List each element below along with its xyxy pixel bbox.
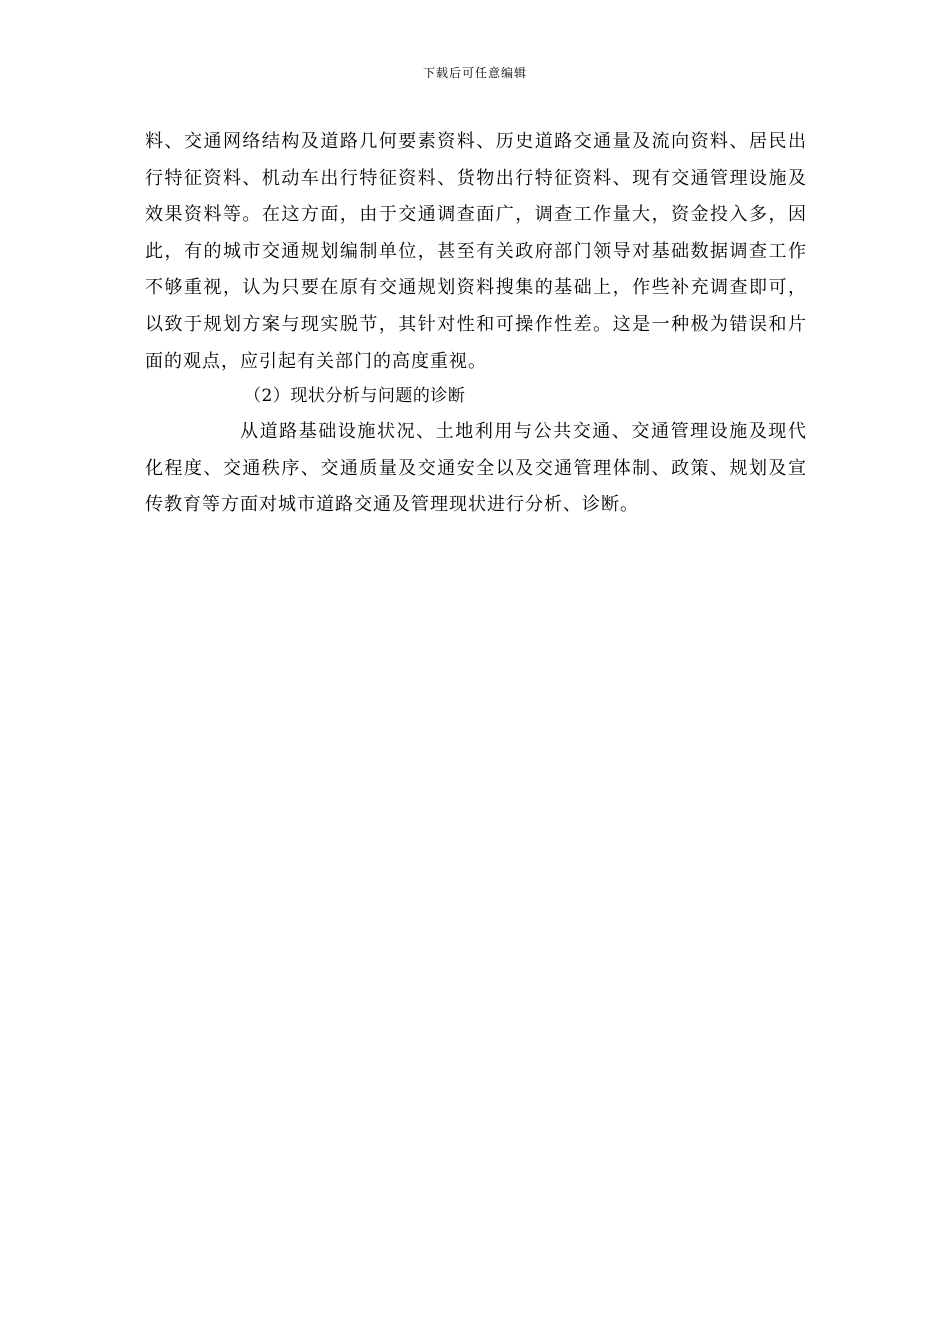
page-header: 下载后可任意编辑: [422, 66, 527, 80]
paragraph-status-analysis: 从道路基础设施状况、土地利用与公共交通、交通管理设施及现代化程度、交通秩序、交通质量及交通安全以及交通管理体制、政策、规划及宣传教育等方面对城市道路交通及管理现状进行分析、诊断。: [145, 421, 807, 516]
section-subheading: （2）现状分析与问题的诊断: [244, 386, 466, 406]
paragraph-data-collection: 料、交通网络结构及道路几何要素资料、历史道路交通量及流向资料、居民出行特征资料、机动车出行特征资料、货物出行特征资料、现有交通管理设施及效果资料等。在这方面，由于交通调查面广，调查工作量大，资金投入多，因此，有的城市交通规划编制单位，甚至有关政府部门领导对基础数据调查工作不够重视，认为只要在原有交通规划资料搜集的基础上，作些补充调查即可，以致于规划方案与现实脱节，其针对性和可操作性差。这是一种极为错误和片面的观点，应引起有关部门的高度重视。: [145, 131, 807, 372]
